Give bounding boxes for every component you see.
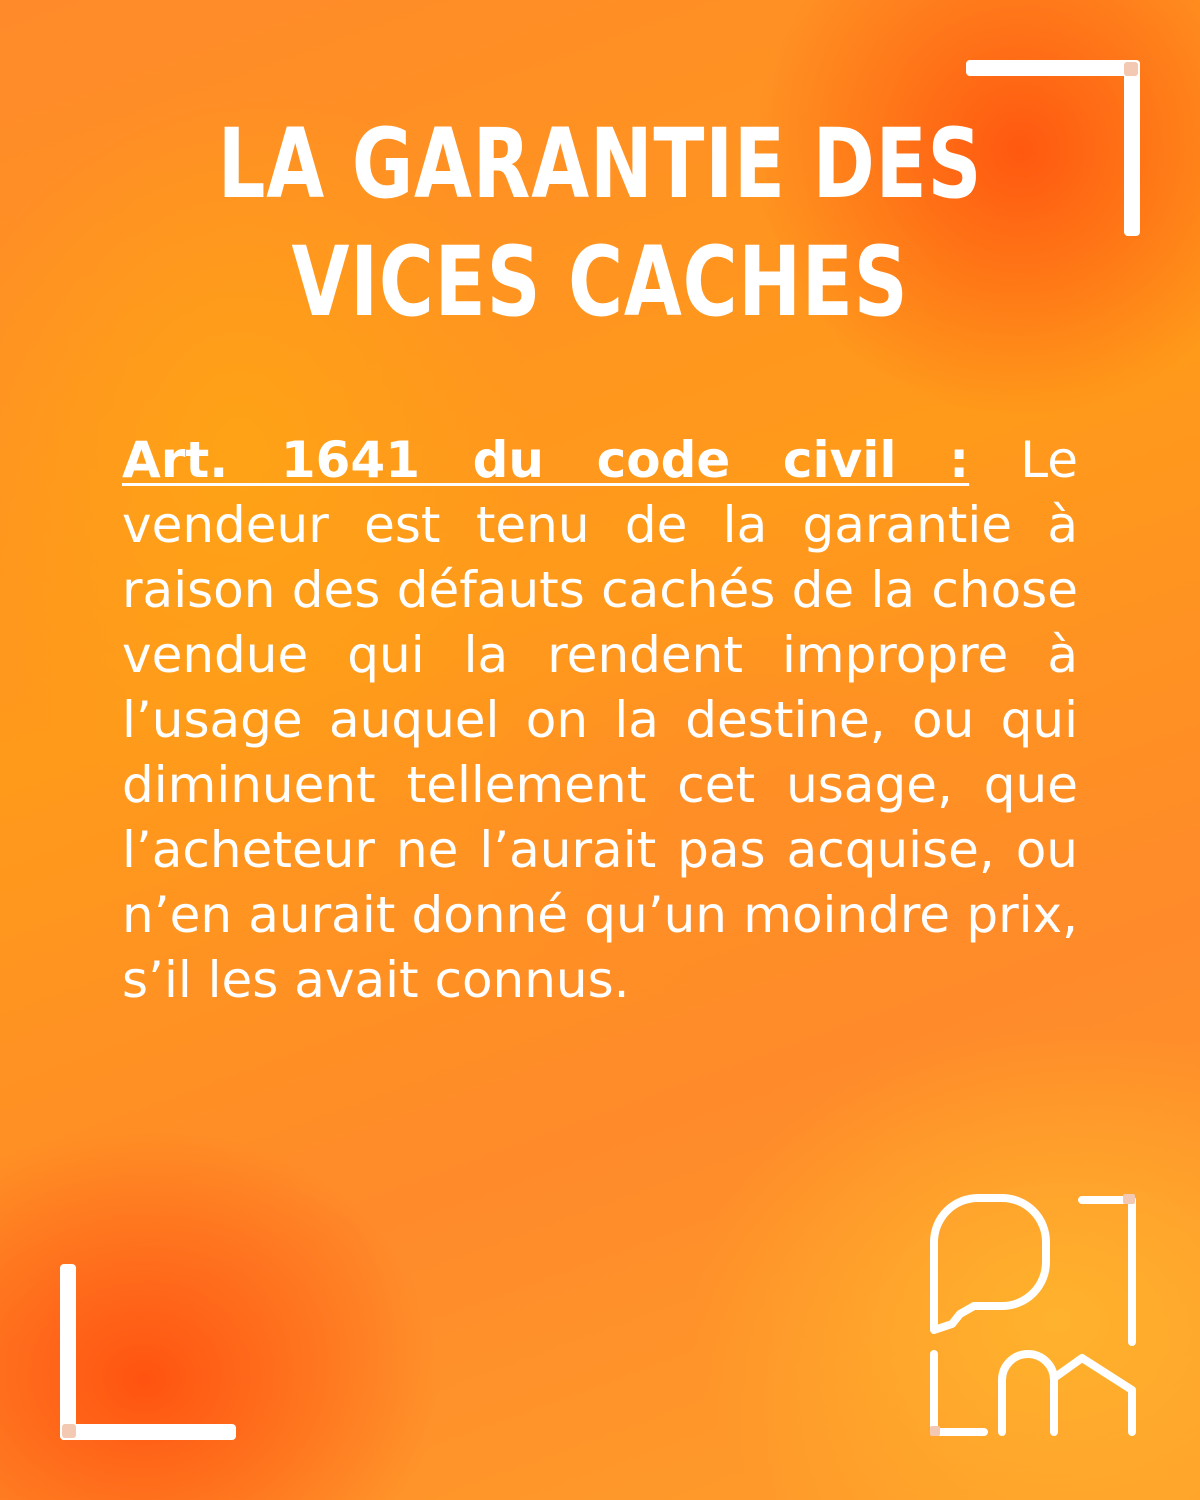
article-reference: Art. 1641 du code civil : [122, 431, 970, 489]
bottom-left-corner-bracket-icon [60, 1264, 236, 1440]
article-paragraph [122, 428, 1078, 1013]
page-title: LA GARANTIE DES VICES CACHES [217, 108, 983, 338]
speech-bubble-lm-logo-icon [922, 1190, 1142, 1440]
article-text: Le vendeur est tenu de la garantie à raison des défauts cachés de la chose vendue qui la rendent impropre à l’usage auquel on la destine, ou qui diminuent tellement cet usage, que l’acheteur ne l’aurait pas acquise, ou n’en aurait donné qu’un moindre prix, s’il les avait connus. [122, 431, 1078, 1009]
